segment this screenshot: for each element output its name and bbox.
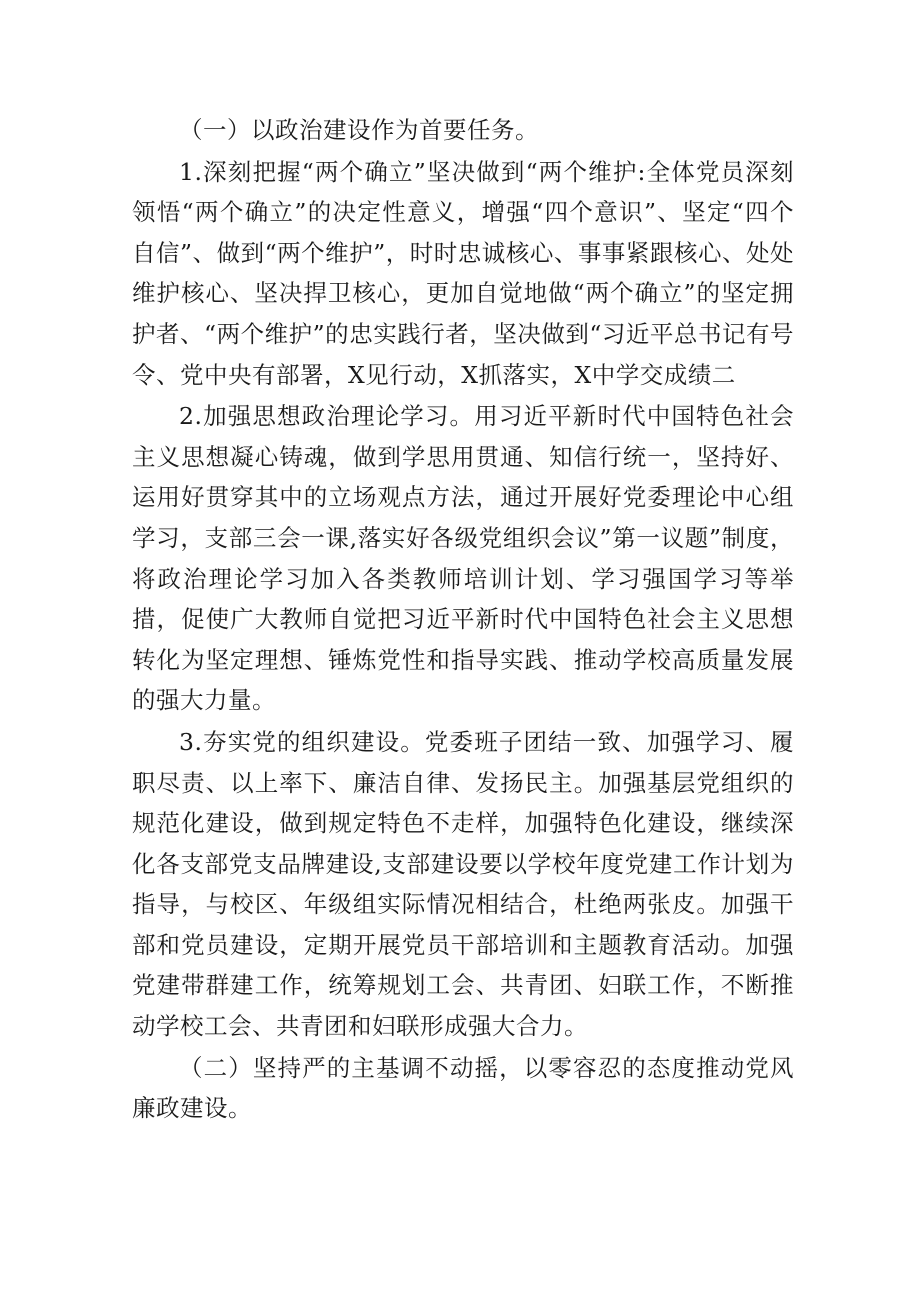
section-heading-1: （一）以政治建设作为首要任务。 [179, 116, 539, 144]
section-heading-2: （二）坚持严的主基调不动摇，以零容忍的态度推动党风廉政建设。 [132, 1053, 794, 1123]
document-body [132, 110, 794, 1129]
paragraph-2: 2.加强思想政治理论学习。用习近平新时代中国特色社会主义思想凝心铸魂，做到学思用贯通、知信行统一，坚持好、运用好贯穿其中的立场观点方法，通过开展好党委理论中心组学习，支部三会一课,落实好各级党组织会议”第一议题”制度，将政治理论学习加入各类教师培训计划、学习强国学习等举措，促使广大教师自觉把习近平新时代中国特色社会主义思想转化为坚定理想、锤炼党性和指导实践、推动学校高质量发展的强大力量。 [132, 402, 794, 715]
paragraph-3: 3.夯实党的组织建设。党委班子团结一致、加强学习、履职尽责、以上率下、廉洁自律、发扬民主。加强基层党组织的规范化建设，做到规定特色不走样，加强特色化建设，继续深化各支部党支品牌建设,支部建设要以学校年度党建工作计划为指导，与校区、年级组实际情况相结合，杜绝两张皮。加强干部和党员建设，定期开展党员干部培训和主题教育活动。加强党建带群建工作，统筹规划工会、共青团、妇联工作，不断推动学校工会、共青团和妇联形成强大合力。 [132, 727, 794, 1041]
paragraph-1: 1.深刻把握“两个确立”坚决做到“两个维护:全体党员深刻领悟“两个确立”的决定性意义，增强“四个意识”、坚定“四个自信”、做到“两个维护”，时时忠诚核心、事事紧跟核心、处处维护核心、坚决捍卫核心，更加自觉地做“两个确立”的坚定拥护者、“两个维护”的忠实践行者，坚决做到“习近平总书记有号令、党中央有部署，X见行动，X抓落实，X中学交成绩二 [132, 157, 794, 389]
